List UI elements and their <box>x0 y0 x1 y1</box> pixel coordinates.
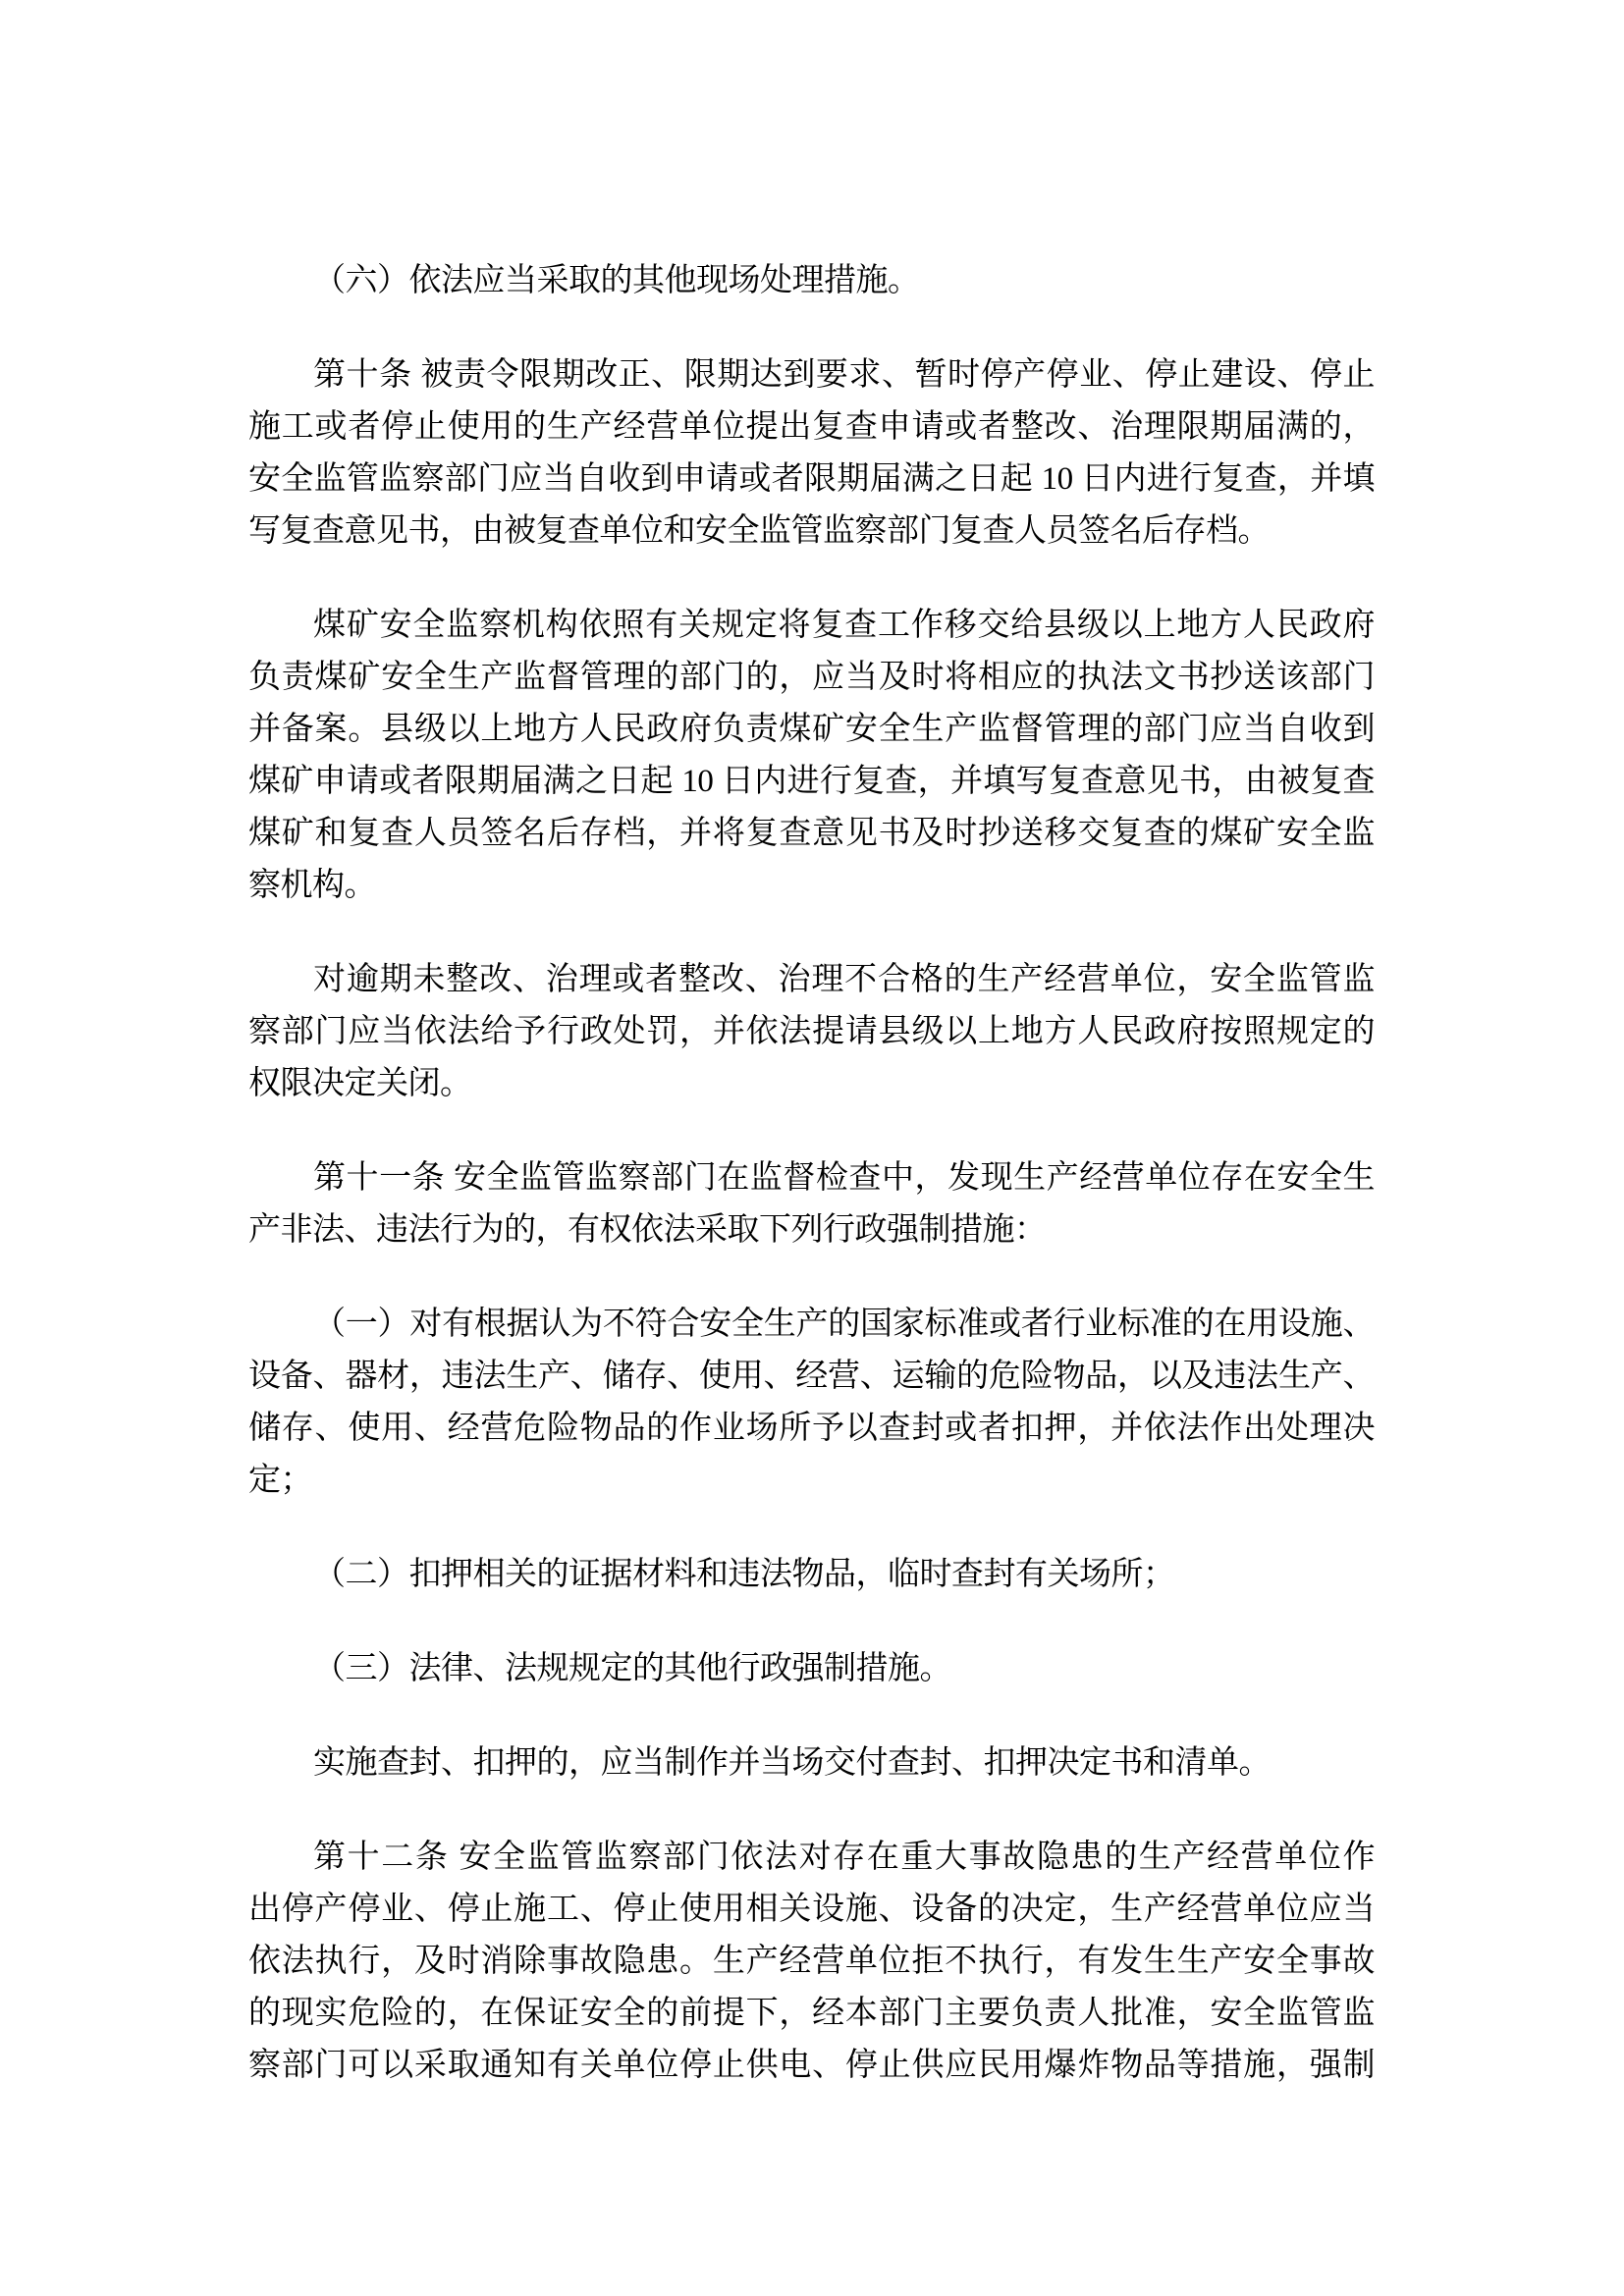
text-line: 设备、器材，违法生产、储存、使用、经营、运输的危险物品，以及违法生产、 <box>248 1359 1375 1394</box>
text-line: （六）依法应当采取的其他现场处理措施。 <box>313 263 920 298</box>
text-line: 煤矿和复查人员签名后存档，并将复查意见书及时抄送移交复查的煤矿安全监 <box>248 816 1375 851</box>
text-line: 依法执行，及时消除事故隐患。生产经营单位拒不执行，有发生生产安全事故 <box>248 1944 1375 1979</box>
text-block <box>248 213 1375 2124</box>
text-line: （三）法律、法规规定的其他行政强制措施。 <box>313 1651 951 1686</box>
text-line: 第十条 被责令限期改正、限期达到要求、暂时停产停业、停止建设、停止 <box>313 357 1375 393</box>
text-line: 对逾期未整改、治理或者整改、治理不合格的生产经营单位，安全监管监 <box>313 962 1375 997</box>
text-line: 煤矿申请或者限期届满之日起 10 日内进行复查，并填写复查意见书，由被复查 <box>248 764 1375 799</box>
text-line: （一）对有根据认为不符合安全生产的国家标准或者行业标准的在用设施、 <box>313 1307 1375 1342</box>
text-line: 定； <box>248 1463 312 1498</box>
text-line: 煤矿安全监察机构依照有关规定将复查工作移交给县级以上地方人民政府 <box>313 608 1375 643</box>
text-line: 安全监管监察部门应当自收到申请或者限期届满之日起 10 日内进行复查，并填 <box>248 461 1375 497</box>
text-line: 实施查封、扣押的，应当制作并当场交付查封、扣押决定书和清单。 <box>313 1745 1271 1781</box>
text-line: 储存、使用、经营危险物品的作业场所予以查封或者扣押，并依法作出处理决 <box>248 1411 1375 1446</box>
text-line: 察机构。 <box>248 868 376 903</box>
text-line: 察部门应当依法给予行政处罚，并依法提请县级以上地方人民政府按照规定的 <box>248 1014 1375 1049</box>
text-line: 察部门可以采取通知有关单位停止供电、停止供应民用爆炸物品等措施，强制 <box>248 2048 1375 2083</box>
text-line: 第十一条 安全监管监察部门在监督检查中，发现生产经营单位存在安全生 <box>313 1160 1375 1196</box>
text-line: 负责煤矿安全生产监督管理的部门的，应当及时将相应的执法文书抄送该部门 <box>248 660 1375 695</box>
text-line: 写复查意见书，由被复查单位和安全监管监察部门复查人员签名后存档。 <box>248 513 1270 549</box>
text-line: 的现实危险的，在保证安全的前提下，经本部门主要负责人批准，安全监管监 <box>248 1996 1375 2031</box>
text-line: 并备案。县级以上地方人民政府负责煤矿安全生产监督管理的部门应当自收到 <box>248 712 1375 747</box>
text-line: 施工或者停止使用的生产经营单位提出复查申请或者整改、治理限期届满的， <box>248 409 1375 445</box>
text-line: 出停产停业、停止施工、停止使用相关设施、设备的决定，生产经营单位应当 <box>248 1892 1375 1927</box>
text-line: 权限决定关闭。 <box>248 1066 472 1101</box>
text-line: 产非法、违法行为的，有权依法采取下列行政强制措施： <box>248 1212 1047 1248</box>
text-line: （二）扣押相关的证据材料和违法物品，临时查封有关场所； <box>313 1557 1175 1592</box>
text-line: 第十二条 安全监管监察部门依法对存在重大事故隐患的生产经营单位作 <box>313 1840 1375 1875</box>
